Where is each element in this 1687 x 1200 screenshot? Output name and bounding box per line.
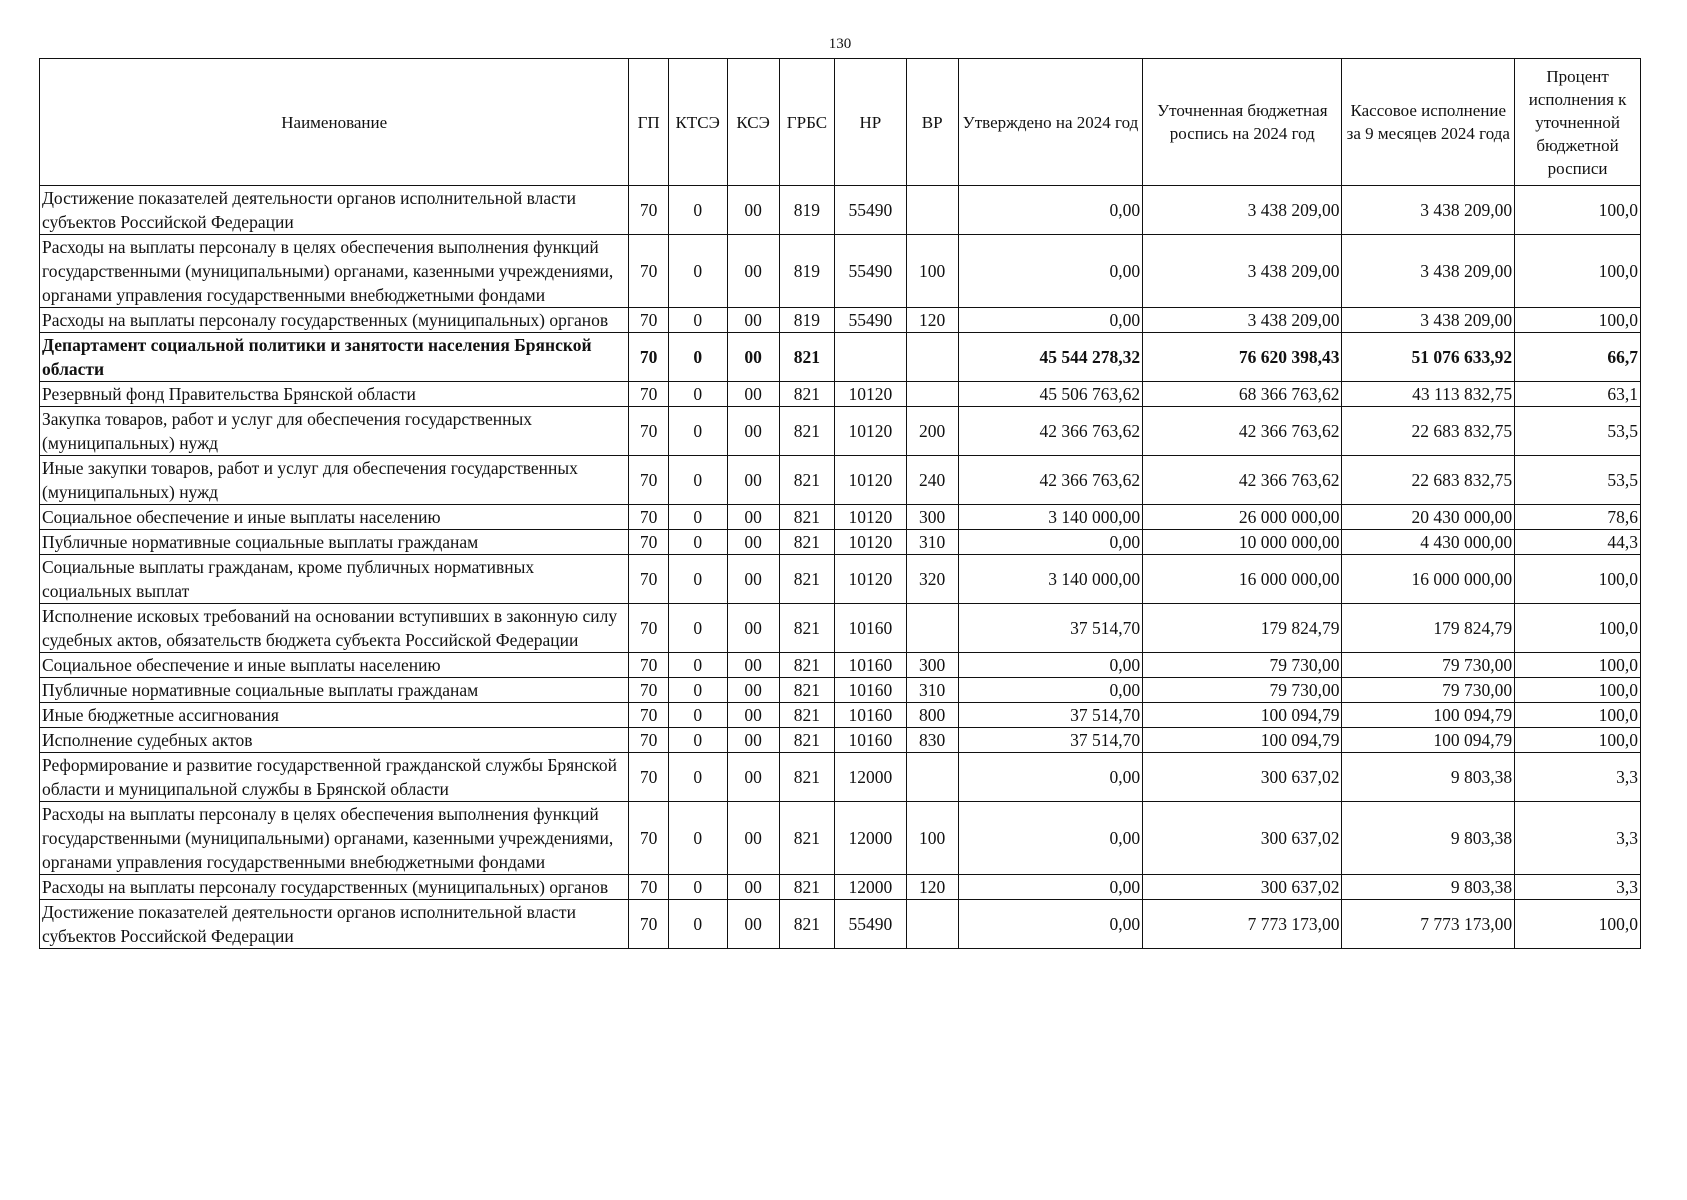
- cell-vr: 200: [906, 407, 958, 456]
- cell-percent: 100,0: [1515, 728, 1641, 753]
- cell-approved: 42 366 763,62: [958, 456, 1142, 505]
- cell-gp: 70: [629, 900, 668, 949]
- cell-vr: 240: [906, 456, 958, 505]
- cell-percent: 53,5: [1515, 407, 1641, 456]
- cell-percent: 100,0: [1515, 703, 1641, 728]
- cell-cash: 22 683 832,75: [1342, 456, 1515, 505]
- cell-nr: 12000: [835, 875, 906, 900]
- cell-gp: 70: [629, 407, 668, 456]
- cell-percent: 53,5: [1515, 456, 1641, 505]
- cell-grbs: 819: [779, 186, 834, 235]
- cell-nr: 55490: [835, 308, 906, 333]
- cell-grbs: 821: [779, 703, 834, 728]
- cell-approved: 0,00: [958, 678, 1142, 703]
- cell-grbs: 821: [779, 802, 834, 875]
- cell-nr: 12000: [835, 753, 906, 802]
- cell-percent: 3,3: [1515, 875, 1641, 900]
- cell-refined: 68 366 763,62: [1143, 382, 1342, 407]
- cell-name: Публичные нормативные социальные выплаты гражданам: [40, 530, 629, 555]
- cell-kse: 00: [727, 555, 779, 604]
- table-row: [40, 604, 1641, 653]
- cell-percent: 100,0: [1515, 678, 1641, 703]
- cell-percent: 100,0: [1515, 653, 1641, 678]
- cell-percent: 100,0: [1515, 900, 1641, 949]
- cell-kse: 00: [727, 900, 779, 949]
- cell-approved: 37 514,70: [958, 604, 1142, 653]
- table-row: [40, 753, 1641, 802]
- cell-percent: 78,6: [1515, 505, 1641, 530]
- cell-name: Департамент социальной политики и занятости населения Брянской области: [40, 333, 629, 382]
- header-cash: Кассовое исполнение за 9 месяцев 2024 года: [1342, 59, 1515, 186]
- cell-approved: 0,00: [958, 235, 1142, 308]
- cell-percent: 66,7: [1515, 333, 1641, 382]
- table-row: [40, 382, 1641, 407]
- cell-ktse: 0: [668, 333, 727, 382]
- cell-percent: 100,0: [1515, 235, 1641, 308]
- cell-refined: 76 620 398,43: [1143, 333, 1342, 382]
- cell-cash: 7 773 173,00: [1342, 900, 1515, 949]
- cell-kse: 00: [727, 753, 779, 802]
- cell-percent: 44,3: [1515, 530, 1641, 555]
- header-approved: Утверждено на 2024 год: [958, 59, 1142, 186]
- cell-name: Закупка товаров, работ и услуг для обеспечения государственных (муниципальных) нужд: [40, 407, 629, 456]
- cell-refined: 3 438 209,00: [1143, 186, 1342, 235]
- cell-nr: 10120: [835, 505, 906, 530]
- cell-gp: 70: [629, 802, 668, 875]
- cell-refined: 79 730,00: [1143, 653, 1342, 678]
- cell-ktse: 0: [668, 875, 727, 900]
- table-row: [40, 875, 1641, 900]
- cell-approved: 37 514,70: [958, 703, 1142, 728]
- cell-grbs: 819: [779, 235, 834, 308]
- cell-vr: 320: [906, 555, 958, 604]
- cell-nr: 10120: [835, 382, 906, 407]
- cell-name: Публичные нормативные социальные выплаты гражданам: [40, 678, 629, 703]
- cell-cash: 9 803,38: [1342, 802, 1515, 875]
- cell-name: Социальное обеспечение и иные выплаты населению: [40, 505, 629, 530]
- cell-kse: 00: [727, 678, 779, 703]
- cell-refined: 179 824,79: [1143, 604, 1342, 653]
- cell-grbs: 821: [779, 678, 834, 703]
- cell-cash: 9 803,38: [1342, 875, 1515, 900]
- cell-kse: 00: [727, 235, 779, 308]
- table-row: [40, 900, 1641, 949]
- cell-cash: 9 803,38: [1342, 753, 1515, 802]
- table-row: [40, 703, 1641, 728]
- cell-vr: 120: [906, 875, 958, 900]
- cell-approved: 0,00: [958, 530, 1142, 555]
- cell-approved: 0,00: [958, 875, 1142, 900]
- cell-name: Резервный фонд Правительства Брянской области: [40, 382, 629, 407]
- cell-name: Иные бюджетные ассигнования: [40, 703, 629, 728]
- table-row: [40, 653, 1641, 678]
- header-kse: КСЭ: [727, 59, 779, 186]
- cell-cash: 20 430 000,00: [1342, 505, 1515, 530]
- cell-cash: 100 094,79: [1342, 728, 1515, 753]
- cell-nr: 55490: [835, 186, 906, 235]
- cell-ktse: 0: [668, 653, 727, 678]
- cell-vr: [906, 900, 958, 949]
- cell-approved: 0,00: [958, 186, 1142, 235]
- cell-ktse: 0: [668, 604, 727, 653]
- table-row: [40, 186, 1641, 235]
- cell-vr: 310: [906, 678, 958, 703]
- cell-kse: 00: [727, 333, 779, 382]
- cell-kse: 00: [727, 382, 779, 407]
- cell-refined: 3 438 209,00: [1143, 308, 1342, 333]
- cell-cash: 3 438 209,00: [1342, 186, 1515, 235]
- cell-nr: 10120: [835, 530, 906, 555]
- cell-refined: 26 000 000,00: [1143, 505, 1342, 530]
- cell-name: Достижение показателей деятельности органов исполнительной власти субъектов Российской Федерации: [40, 900, 629, 949]
- table-row: [40, 678, 1641, 703]
- cell-name: Расходы на выплаты персоналу в целях обеспечения выполнения функций государственными (муниципальными) органами, казенными учреждениями, органами управления государственными внебюджетными фондами: [40, 802, 629, 875]
- cell-kse: 00: [727, 186, 779, 235]
- table-row: [40, 505, 1641, 530]
- cell-nr: 10160: [835, 728, 906, 753]
- cell-approved: 45 506 763,62: [958, 382, 1142, 407]
- cell-approved: 42 366 763,62: [958, 407, 1142, 456]
- cell-percent: 100,0: [1515, 555, 1641, 604]
- cell-ktse: 0: [668, 186, 727, 235]
- cell-refined: 42 366 763,62: [1143, 456, 1342, 505]
- table-row: [40, 308, 1641, 333]
- cell-gp: 70: [629, 555, 668, 604]
- cell-gp: 70: [629, 186, 668, 235]
- cell-grbs: 821: [779, 456, 834, 505]
- header-vr: ВР: [906, 59, 958, 186]
- cell-grbs: 819: [779, 308, 834, 333]
- cell-gp: 70: [629, 703, 668, 728]
- cell-ktse: 0: [668, 753, 727, 802]
- cell-nr: 10160: [835, 703, 906, 728]
- table-row: [40, 407, 1641, 456]
- cell-cash: 79 730,00: [1342, 653, 1515, 678]
- cell-vr: 300: [906, 505, 958, 530]
- cell-name: Иные закупки товаров, работ и услуг для обеспечения государственных (муниципальных) нужд: [40, 456, 629, 505]
- cell-gp: 70: [629, 505, 668, 530]
- cell-ktse: 0: [668, 900, 727, 949]
- cell-gp: 70: [629, 653, 668, 678]
- header-gp: ГП: [629, 59, 668, 186]
- cell-gp: 70: [629, 308, 668, 333]
- cell-approved: 3 140 000,00: [958, 505, 1142, 530]
- cell-name: Социальное обеспечение и иные выплаты населению: [40, 653, 629, 678]
- cell-gp: 70: [629, 678, 668, 703]
- cell-vr: 100: [906, 802, 958, 875]
- cell-gp: 70: [629, 875, 668, 900]
- cell-cash: 16 000 000,00: [1342, 555, 1515, 604]
- cell-refined: 7 773 173,00: [1143, 900, 1342, 949]
- cell-vr: 800: [906, 703, 958, 728]
- cell-grbs: 821: [779, 753, 834, 802]
- cell-grbs: 821: [779, 407, 834, 456]
- cell-ktse: 0: [668, 728, 727, 753]
- table-row: [40, 728, 1641, 753]
- cell-vr: [906, 186, 958, 235]
- table-header-row: [40, 59, 1641, 186]
- cell-kse: 00: [727, 703, 779, 728]
- table-row: [40, 530, 1641, 555]
- cell-approved: 0,00: [958, 802, 1142, 875]
- cell-cash: 100 094,79: [1342, 703, 1515, 728]
- table-row: [40, 802, 1641, 875]
- cell-refined: 300 637,02: [1143, 753, 1342, 802]
- cell-kse: 00: [727, 604, 779, 653]
- cell-name: Расходы на выплаты персоналу государственных (муниципальных) органов: [40, 308, 629, 333]
- table-row: [40, 235, 1641, 308]
- cell-ktse: 0: [668, 555, 727, 604]
- cell-cash: 3 438 209,00: [1342, 235, 1515, 308]
- cell-vr: 120: [906, 308, 958, 333]
- cell-gp: 70: [629, 604, 668, 653]
- cell-kse: 00: [727, 653, 779, 678]
- cell-ktse: 0: [668, 235, 727, 308]
- cell-ktse: 0: [668, 382, 727, 407]
- cell-kse: 00: [727, 308, 779, 333]
- cell-nr: [835, 333, 906, 382]
- cell-percent: 3,3: [1515, 753, 1641, 802]
- cell-grbs: 821: [779, 530, 834, 555]
- cell-grbs: 821: [779, 505, 834, 530]
- cell-refined: 300 637,02: [1143, 802, 1342, 875]
- cell-cash: 4 430 000,00: [1342, 530, 1515, 555]
- header-nr: НР: [835, 59, 906, 186]
- cell-approved: 3 140 000,00: [958, 555, 1142, 604]
- cell-ktse: 0: [668, 505, 727, 530]
- cell-nr: 12000: [835, 802, 906, 875]
- cell-ktse: 0: [668, 308, 727, 333]
- cell-name: Реформирование и развитие государственной гражданской службы Брянской области и муниципальной службы в Брянской области: [40, 753, 629, 802]
- cell-nr: 10160: [835, 604, 906, 653]
- cell-cash: 22 683 832,75: [1342, 407, 1515, 456]
- cell-name: Достижение показателей деятельности органов исполнительной власти субъектов Российской Федерации: [40, 186, 629, 235]
- cell-approved: 0,00: [958, 753, 1142, 802]
- cell-vr: [906, 333, 958, 382]
- cell-approved: 0,00: [958, 900, 1142, 949]
- cell-refined: 300 637,02: [1143, 875, 1342, 900]
- cell-nr: 55490: [835, 235, 906, 308]
- cell-grbs: 821: [779, 728, 834, 753]
- cell-refined: 16 000 000,00: [1143, 555, 1342, 604]
- cell-name: Исполнение исковых требований на основании вступивших в законную силу судебных актов, обязательств бюджета субъекта Российской Федерации: [40, 604, 629, 653]
- cell-name: Расходы на выплаты персоналу в целях обеспечения выполнения функций государственными (муниципальными) органами, казенными учреждениями, органами управления государственными внебюджетными фондами: [40, 235, 629, 308]
- cell-gp: 70: [629, 753, 668, 802]
- cell-grbs: 821: [779, 333, 834, 382]
- cell-gp: 70: [629, 382, 668, 407]
- cell-cash: 79 730,00: [1342, 678, 1515, 703]
- cell-kse: 00: [727, 505, 779, 530]
- cell-nr: 10120: [835, 555, 906, 604]
- header-ktse: КТСЭ: [668, 59, 727, 186]
- header-percent: Процент исполнения к уточненной бюджетной росписи: [1515, 59, 1641, 186]
- cell-grbs: 821: [779, 604, 834, 653]
- header-refined: Уточненная бюджетная роспись на 2024 год: [1143, 59, 1342, 186]
- cell-vr: 100: [906, 235, 958, 308]
- cell-grbs: 821: [779, 555, 834, 604]
- cell-refined: 79 730,00: [1143, 678, 1342, 703]
- cell-nr: 10120: [835, 407, 906, 456]
- cell-refined: 100 094,79: [1143, 728, 1342, 753]
- cell-percent: 100,0: [1515, 186, 1641, 235]
- cell-vr: [906, 604, 958, 653]
- cell-approved: 0,00: [958, 308, 1142, 333]
- cell-kse: 00: [727, 728, 779, 753]
- cell-kse: 00: [727, 456, 779, 505]
- cell-percent: 63,1: [1515, 382, 1641, 407]
- cell-cash: 3 438 209,00: [1342, 308, 1515, 333]
- cell-grbs: 821: [779, 653, 834, 678]
- cell-vr: 300: [906, 653, 958, 678]
- cell-vr: [906, 753, 958, 802]
- cell-grbs: 821: [779, 382, 834, 407]
- cell-gp: 70: [629, 456, 668, 505]
- cell-approved: 45 544 278,32: [958, 333, 1142, 382]
- cell-approved: 0,00: [958, 653, 1142, 678]
- cell-name: Социальные выплаты гражданам, кроме публичных нормативных социальных выплат: [40, 555, 629, 604]
- page-number: 130: [828, 36, 852, 52]
- cell-name: Расходы на выплаты персоналу государственных (муниципальных) органов: [40, 875, 629, 900]
- cell-refined: 100 094,79: [1143, 703, 1342, 728]
- cell-approved: 37 514,70: [958, 728, 1142, 753]
- cell-kse: 00: [727, 530, 779, 555]
- cell-refined: 3 438 209,00: [1143, 235, 1342, 308]
- cell-ktse: 0: [668, 703, 727, 728]
- table-row-department: [40, 333, 1641, 382]
- cell-gp: 70: [629, 333, 668, 382]
- cell-cash: 43 113 832,75: [1342, 382, 1515, 407]
- cell-nr: 55490: [835, 900, 906, 949]
- cell-percent: 100,0: [1515, 604, 1641, 653]
- cell-ktse: 0: [668, 456, 727, 505]
- budget-table: [39, 58, 1641, 949]
- cell-ktse: 0: [668, 802, 727, 875]
- cell-nr: 10120: [835, 456, 906, 505]
- cell-cash: 179 824,79: [1342, 604, 1515, 653]
- cell-refined: 10 000 000,00: [1143, 530, 1342, 555]
- cell-kse: 00: [727, 407, 779, 456]
- cell-vr: [906, 382, 958, 407]
- cell-grbs: 821: [779, 900, 834, 949]
- cell-refined: 42 366 763,62: [1143, 407, 1342, 456]
- cell-vr: 830: [906, 728, 958, 753]
- cell-vr: 310: [906, 530, 958, 555]
- cell-percent: 100,0: [1515, 308, 1641, 333]
- cell-kse: 00: [727, 875, 779, 900]
- table-row: [40, 555, 1641, 604]
- header-name: Наименование: [40, 59, 629, 186]
- cell-name: Исполнение судебных актов: [40, 728, 629, 753]
- table-row: [40, 456, 1641, 505]
- cell-ktse: 0: [668, 407, 727, 456]
- cell-cash: 51 076 633,92: [1342, 333, 1515, 382]
- cell-gp: 70: [629, 235, 668, 308]
- cell-nr: 10160: [835, 678, 906, 703]
- cell-gp: 70: [629, 728, 668, 753]
- cell-ktse: 0: [668, 678, 727, 703]
- cell-gp: 70: [629, 530, 668, 555]
- cell-nr: 10160: [835, 653, 906, 678]
- cell-ktse: 0: [668, 530, 727, 555]
- header-grbs: ГРБС: [779, 59, 834, 186]
- cell-grbs: 821: [779, 875, 834, 900]
- cell-percent: 3,3: [1515, 802, 1641, 875]
- cell-kse: 00: [727, 802, 779, 875]
